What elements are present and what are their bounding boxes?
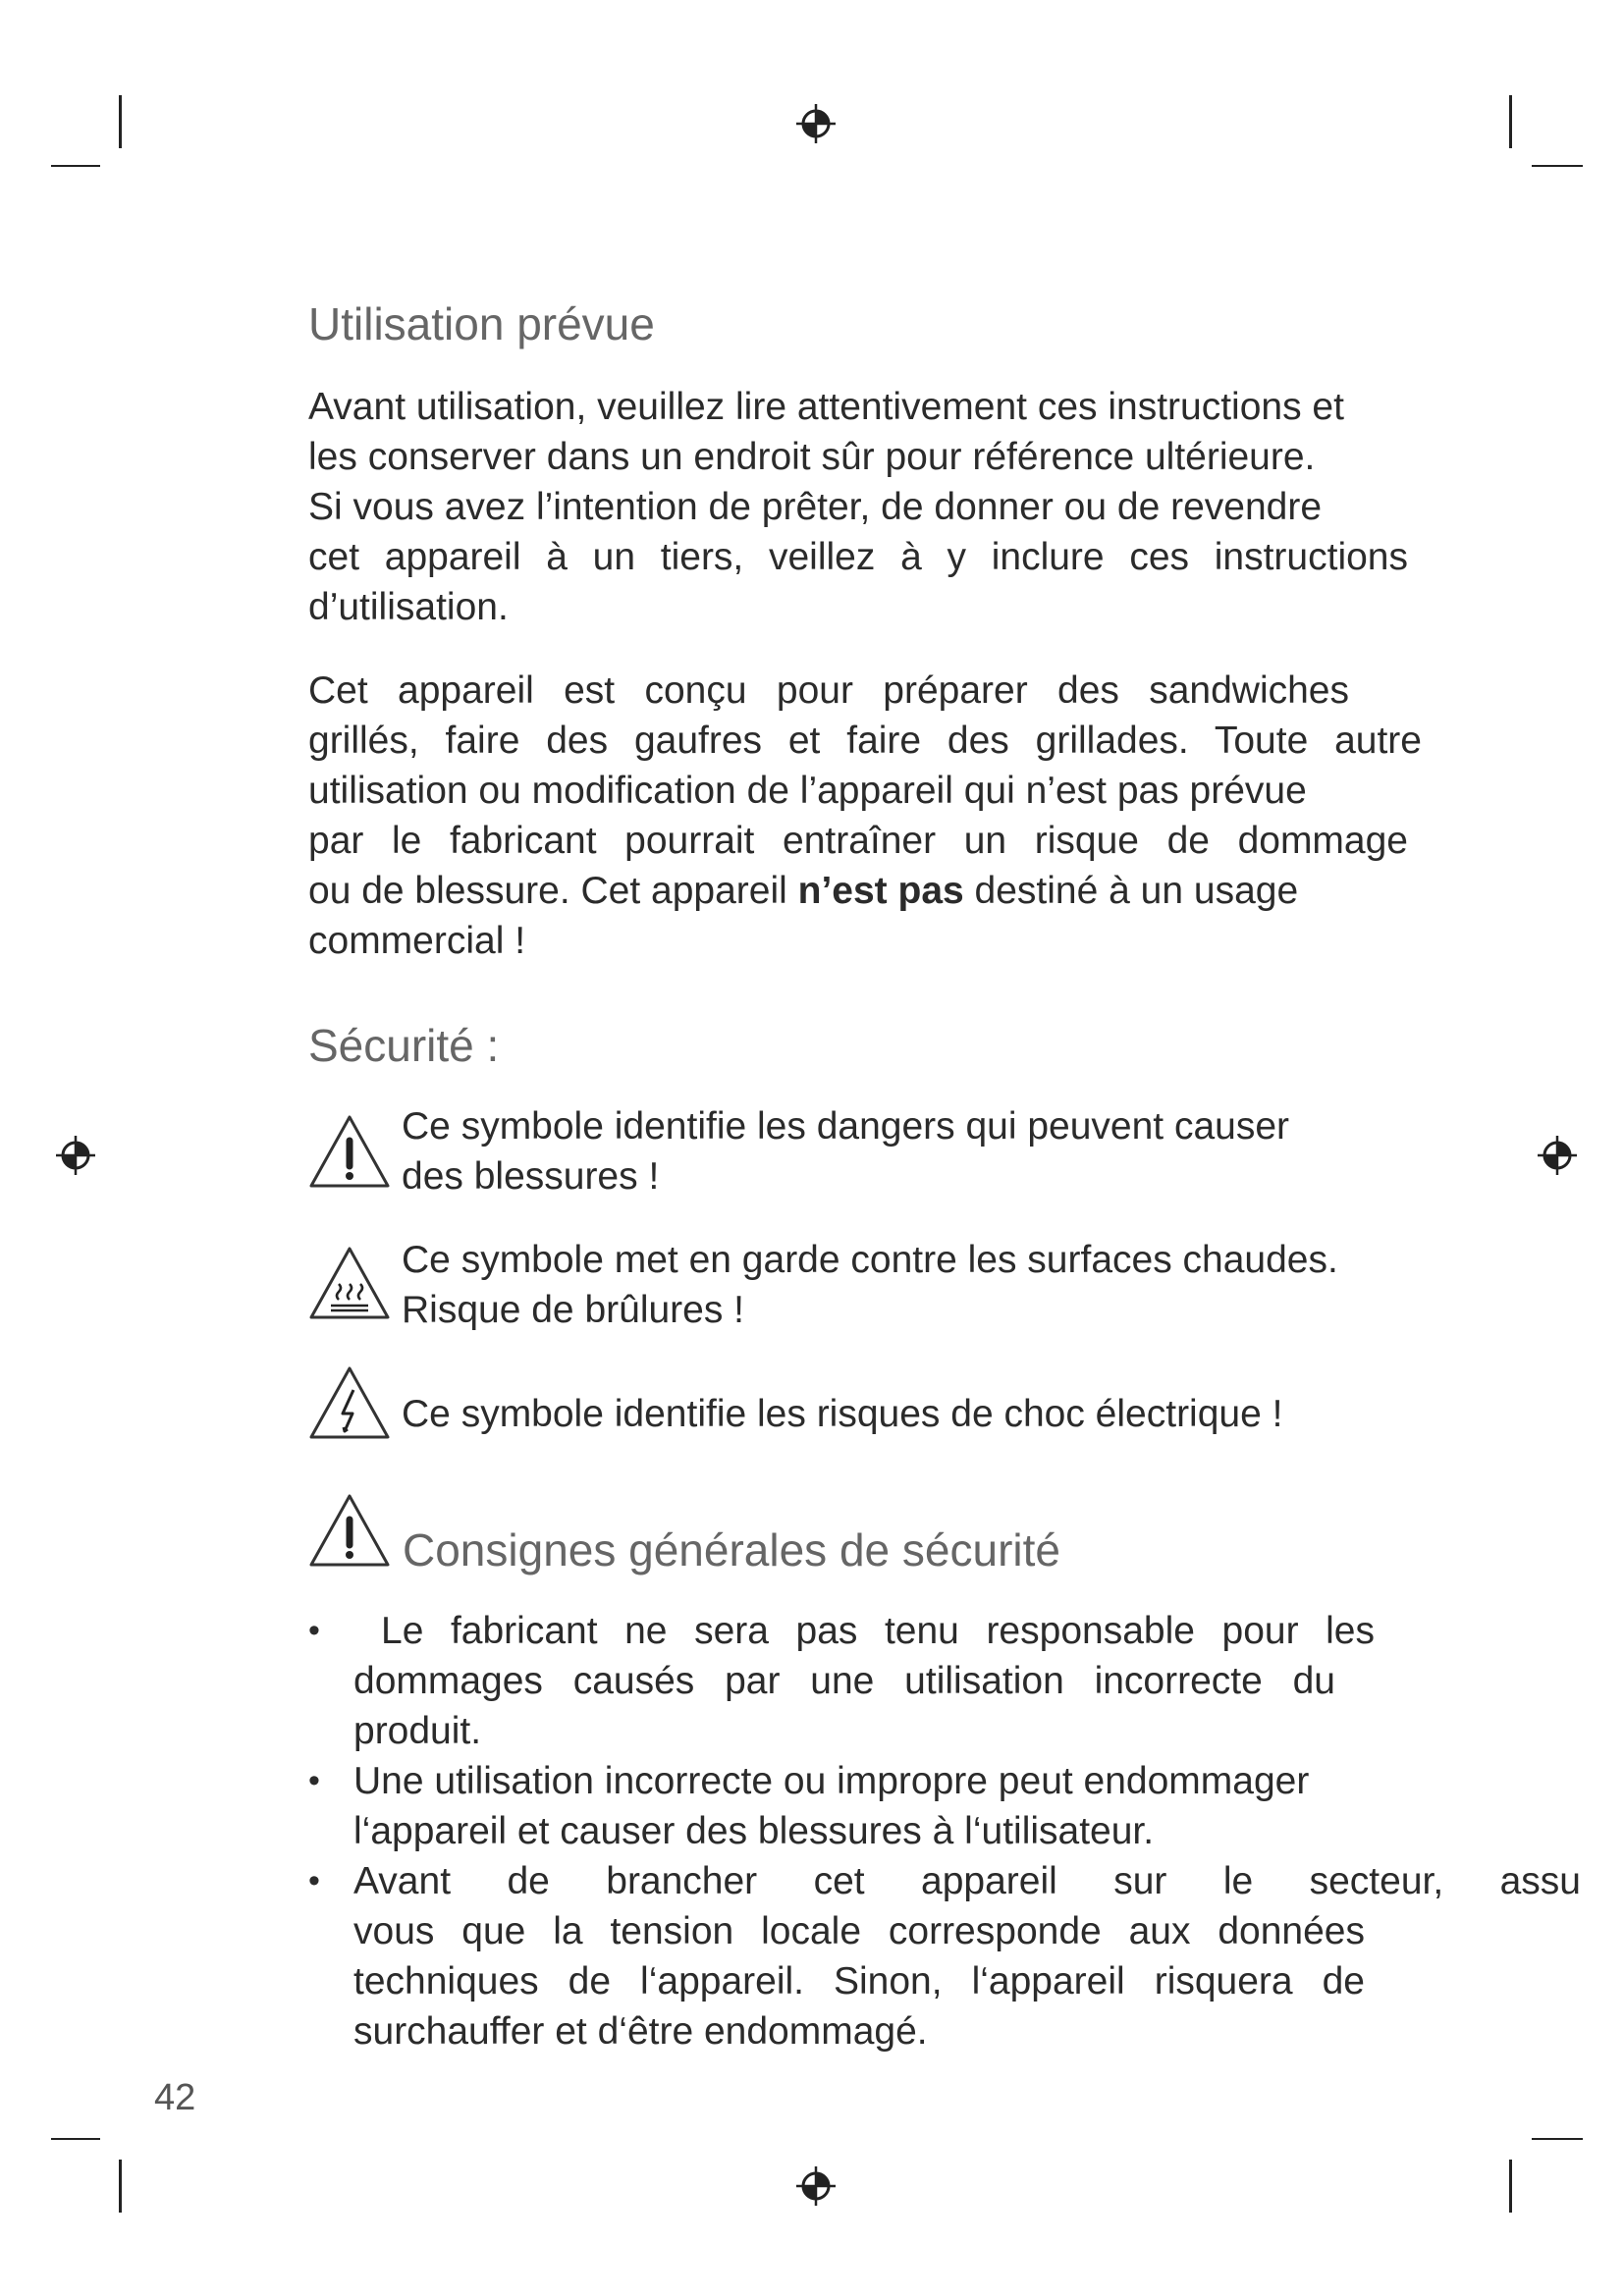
text-line <box>308 866 1422 916</box>
text-line: l‘appareil et causer des blessures à l‘utilisateur. <box>353 1810 1155 1852</box>
bullet-icon: • <box>308 1862 320 1899</box>
text-line: d’utilisation. <box>308 586 509 628</box>
list-item-text <box>353 1756 1585 1856</box>
registration-mark-icon <box>794 2164 838 2208</box>
crop-mark-top-right-v <box>1509 95 1512 148</box>
text-line: Risque de brûlures ! <box>402 1289 745 1331</box>
text-line: cet appareil à un tiers, veillez à y inclure ces instructions <box>308 536 1408 578</box>
text-line: des blessures ! <box>402 1155 660 1198</box>
registration-mark-icon <box>794 102 838 145</box>
list-item <box>308 1756 1585 1856</box>
text-line: Avant de brancher cet appareil sur le secteur, assu <box>353 1860 1581 1902</box>
crop-mark-bottom-left-h <box>51 2138 100 2140</box>
text-line: Le fabricant ne sera pas tenu responsable pour les <box>381 1610 1375 1652</box>
text-line: Une utilisation incorrecte ou impropre peut endommager <box>353 1760 1310 1802</box>
text-line: grillés, faire des gaufres et faire des grillades. Toute autre <box>308 720 1422 762</box>
text-line: Ce symbole identifie les risques de choc électrique ! <box>402 1393 1283 1435</box>
intended-use-paragraph-2 <box>308 666 1422 966</box>
registration-mark-icon <box>1536 1134 1579 1177</box>
text-run: destiné à un usage <box>963 870 1299 912</box>
crop-mark-top-left-v <box>119 95 122 148</box>
text-run: ou de blessure. Cet appareil <box>308 870 798 912</box>
bullet-icon: • <box>308 1762 320 1799</box>
list-item-text <box>353 1856 1585 2056</box>
text-line: par le fabricant pourrait entraîner un risque de dommage <box>308 820 1408 862</box>
text-line: Si vous avez l’intention de prêter, de donner ou de revendre <box>308 486 1323 528</box>
text-line: Cet appareil est conçu pour préparer des sandwiches <box>308 669 1349 712</box>
text-line: vous que la tension locale corresponde aux données <box>353 1910 1365 1952</box>
crop-mark-top-left-h <box>51 165 100 167</box>
crop-mark-top-right-h <box>1532 165 1583 167</box>
crop-mark-bottom-left-v <box>119 2160 122 2213</box>
text-line: utilisation ou modification de l’appareil qui n’est pas prévue <box>308 770 1307 812</box>
emphasis-not: n’est pas <box>797 870 964 912</box>
exclamation-warning-icon <box>307 1113 392 1190</box>
electric-shock-warning-icon <box>307 1364 392 1441</box>
exclamation-warning-icon <box>307 1492 392 1569</box>
general-safety-list <box>308 1606 1585 2056</box>
text-line: les conserver dans un endroit sûr pour référence ultérieure. <box>308 436 1316 478</box>
text-line: Avant utilisation, veuillez lire attentivement ces instructions et <box>308 386 1344 428</box>
section-title-safety: Sécurité : <box>308 1020 500 1071</box>
list-item <box>308 1856 1585 2056</box>
intended-use-paragraph-1 <box>308 382 1408 632</box>
text-line: commercial ! <box>308 920 526 962</box>
text-line: techniques de l‘appareil. Sinon, l‘appareil risquera de <box>353 1960 1365 2002</box>
bullet-icon: • <box>308 1612 320 1649</box>
text-line: Ce symbole identifie les dangers qui peuvent causer <box>402 1105 1290 1148</box>
section-title-intended-use: Utilisation prévue <box>308 298 655 349</box>
warning-text <box>402 1235 1433 1335</box>
text-line: produit. <box>353 1710 482 1752</box>
hot-surface-warning-icon <box>307 1245 392 1321</box>
page-number: 42 <box>154 2077 196 2118</box>
warning-text <box>402 1101 1433 1201</box>
crop-mark-bottom-right-v <box>1509 2160 1512 2213</box>
crop-mark-bottom-right-h <box>1532 2138 1583 2140</box>
list-item-text <box>353 1606 1585 1756</box>
list-item <box>308 1606 1585 1756</box>
section-title-general-safety: Consignes générales de sécurité <box>403 1524 1060 1575</box>
text-line: Ce symbole met en garde contre les surfaces chaudes. <box>402 1239 1338 1281</box>
text-line: surchauffer et d‘être endommagé. <box>353 2010 928 2053</box>
text-line: dommages causés par une utilisation incorrecte du <box>353 1660 1335 1702</box>
warning-text <box>402 1389 1433 1439</box>
registration-mark-icon <box>54 1134 97 1177</box>
